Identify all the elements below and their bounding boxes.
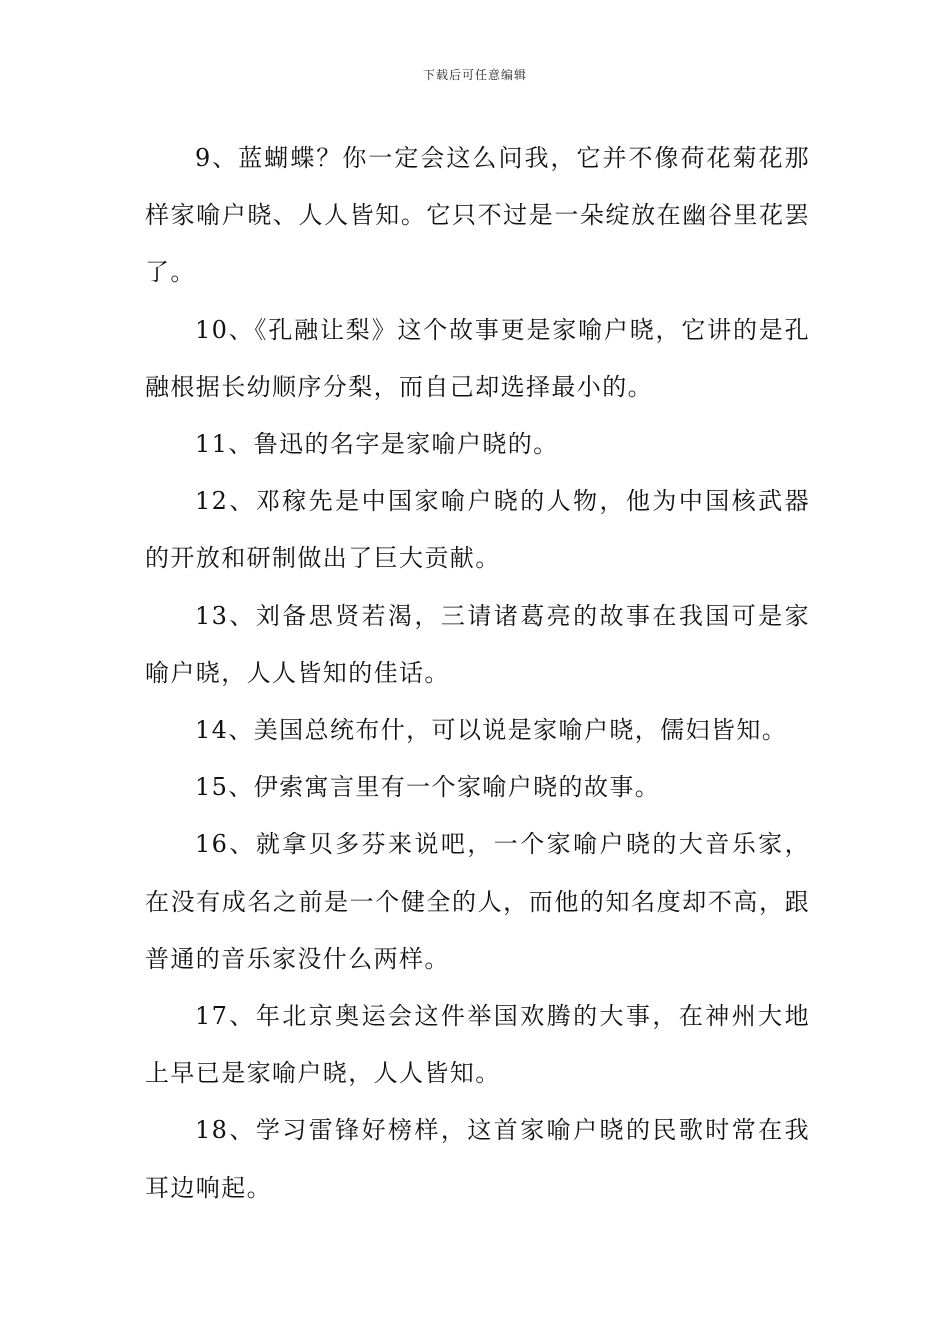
page-header: 下载后可任意编辑 [422, 68, 527, 82]
paragraph-15: 15、伊索寓言里有一个家喻户晓的故事。 [195, 773, 661, 802]
paragraph-17: 17、年北京奥运会这件举国欢腾的大事，在神州大地上早已是家喻户晓，人人皆知。 [145, 1002, 810, 1088]
document-body [145, 130, 810, 1217]
paragraph-14: 14、美国总统布什，可以说是家喻户晓，儒妇皆知。 [195, 716, 788, 745]
paragraph-11: 11、鲁迅的名字是家喻户晓的。 [195, 430, 559, 459]
paragraph-12: 12、邓稼先是中国家喻户晓的人物，他为中国核武器的开放和研制做出了巨大贡献。 [145, 487, 810, 573]
paragraph-9: 9、蓝蝴蝶？你一定会这么问我，它并不像荷花菊花那样家喻户晓、人人皆知。它只不过是一朵绽放在幽谷里花罢了。 [145, 144, 810, 287]
paragraph-13: 13、刘备思贤若渴，三请诸葛亮的故事在我国可是家喻户晓，人人皆知的佳话。 [145, 601, 810, 687]
paragraph-16: 16、就拿贝多芬来说吧，一个家喻户晓的大音乐家，在没有成名之前是一个健全的人，而他的知名度却不高，跟普通的音乐家没什么两样。 [145, 830, 810, 973]
paragraph-18: 18、学习雷锋好榜样，这首家喻户晓的民歌时常在我耳边响起。 [145, 1116, 810, 1202]
paragraph-10: 10、《孔融让梨》这个故事更是家喻户晓，它讲的是孔融根据长幼顺序分梨，而自己却选择最小的。 [145, 315, 810, 401]
